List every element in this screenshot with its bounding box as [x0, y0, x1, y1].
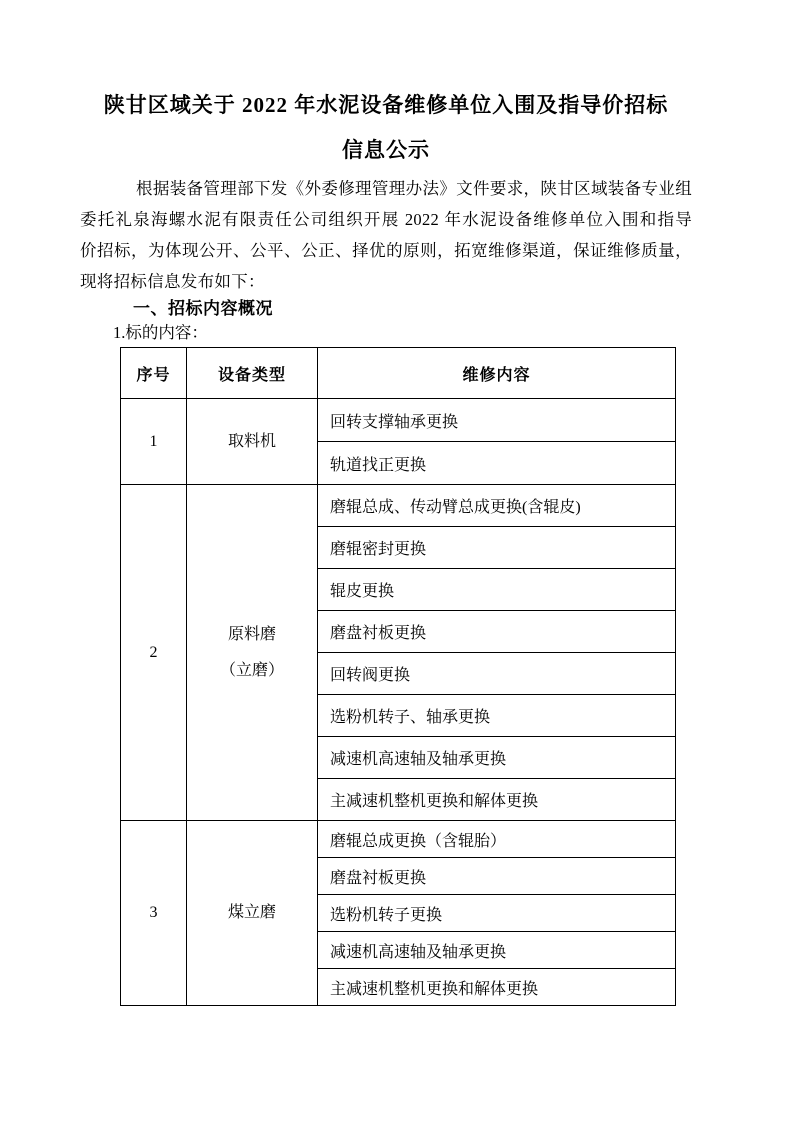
repair-item-cell: 磨盘衬板更换: [318, 858, 676, 895]
device-type-line: 煤立磨: [227, 904, 276, 921]
subsection-label: 1.标的内容：: [113, 323, 208, 342]
device-type-line: （立磨）: [219, 661, 284, 679]
table-header-row: [121, 348, 676, 399]
repair-item-cell: 轨道找正更换: [318, 442, 676, 485]
document-title: [80, 83, 692, 173]
document-title-line-1: 陕甘区域关于 2022 年水泥设备维修单位入围及指导价招标: [103, 93, 669, 117]
serial-cell: 1: [121, 399, 187, 485]
serial-cell: 2: [121, 485, 187, 821]
repair-item-cell: 主减速机整机更换和解体更换: [318, 969, 676, 1006]
repair-item-cell: 选粉机转子更换: [318, 895, 676, 932]
device-type-line: 原料磨: [227, 625, 276, 643]
repair-item-cell: 选粉机转子、轴承更换: [318, 695, 676, 737]
repair-item-cell: 主减速机整机更换和解体更换: [318, 779, 676, 821]
intro-line: 委托礼泉海螺水泥有限责任公司组织开展 2022 年水泥设备维修单位入围和指导: [80, 210, 692, 229]
intro-paragraph: [80, 173, 692, 297]
device-type-cell: [187, 485, 318, 821]
repair-item-cell: 减速机高速轴及轴承更换: [318, 737, 676, 779]
repair-item-cell: 磨盘衬板更换: [318, 611, 676, 653]
table-row: [121, 485, 676, 527]
content-table: [120, 347, 676, 1006]
repair-item-cell: 减速机高速轴及轴承更换: [318, 932, 676, 969]
intro-line: 根据装备管理部下发《外委修理管理办法》文件要求，陕甘区域装备专业组: [136, 179, 692, 198]
intro-line: 价招标，为体现公开、公平、公正、择优的原则，拓宽维修渠道，保证维修质量，: [80, 241, 692, 260]
device-type-line: 取料机: [227, 432, 276, 450]
table-row: [121, 821, 676, 858]
header-cell-repair-content: 维修内容: [318, 348, 676, 399]
device-type-cell: [187, 821, 318, 1006]
repair-item-cell: 磨辊密封更换: [318, 527, 676, 569]
table-row: [121, 399, 676, 442]
header-cell-device-type: 设备类型: [187, 348, 318, 399]
repair-item-cell: 辊皮更换: [318, 569, 676, 611]
repair-item-cell: 回转阀更换: [318, 653, 676, 695]
section-heading: 一、招标内容概况: [133, 299, 273, 318]
repair-item-cell: 磨辊总成更换（含辊胎）: [318, 821, 676, 858]
serial-cell: 3: [121, 821, 187, 1006]
device-type-cell: [187, 399, 318, 485]
repair-item-cell: 磨辊总成、传动臂总成更换(含辊皮): [318, 485, 676, 527]
repair-item-cell: 回转支撑轴承更换: [318, 399, 676, 442]
header-cell-serial: 序号: [121, 348, 187, 399]
document-title-line-2: 信息公示: [342, 138, 430, 162]
intro-line: 现将招标信息发布如下：: [80, 272, 265, 291]
